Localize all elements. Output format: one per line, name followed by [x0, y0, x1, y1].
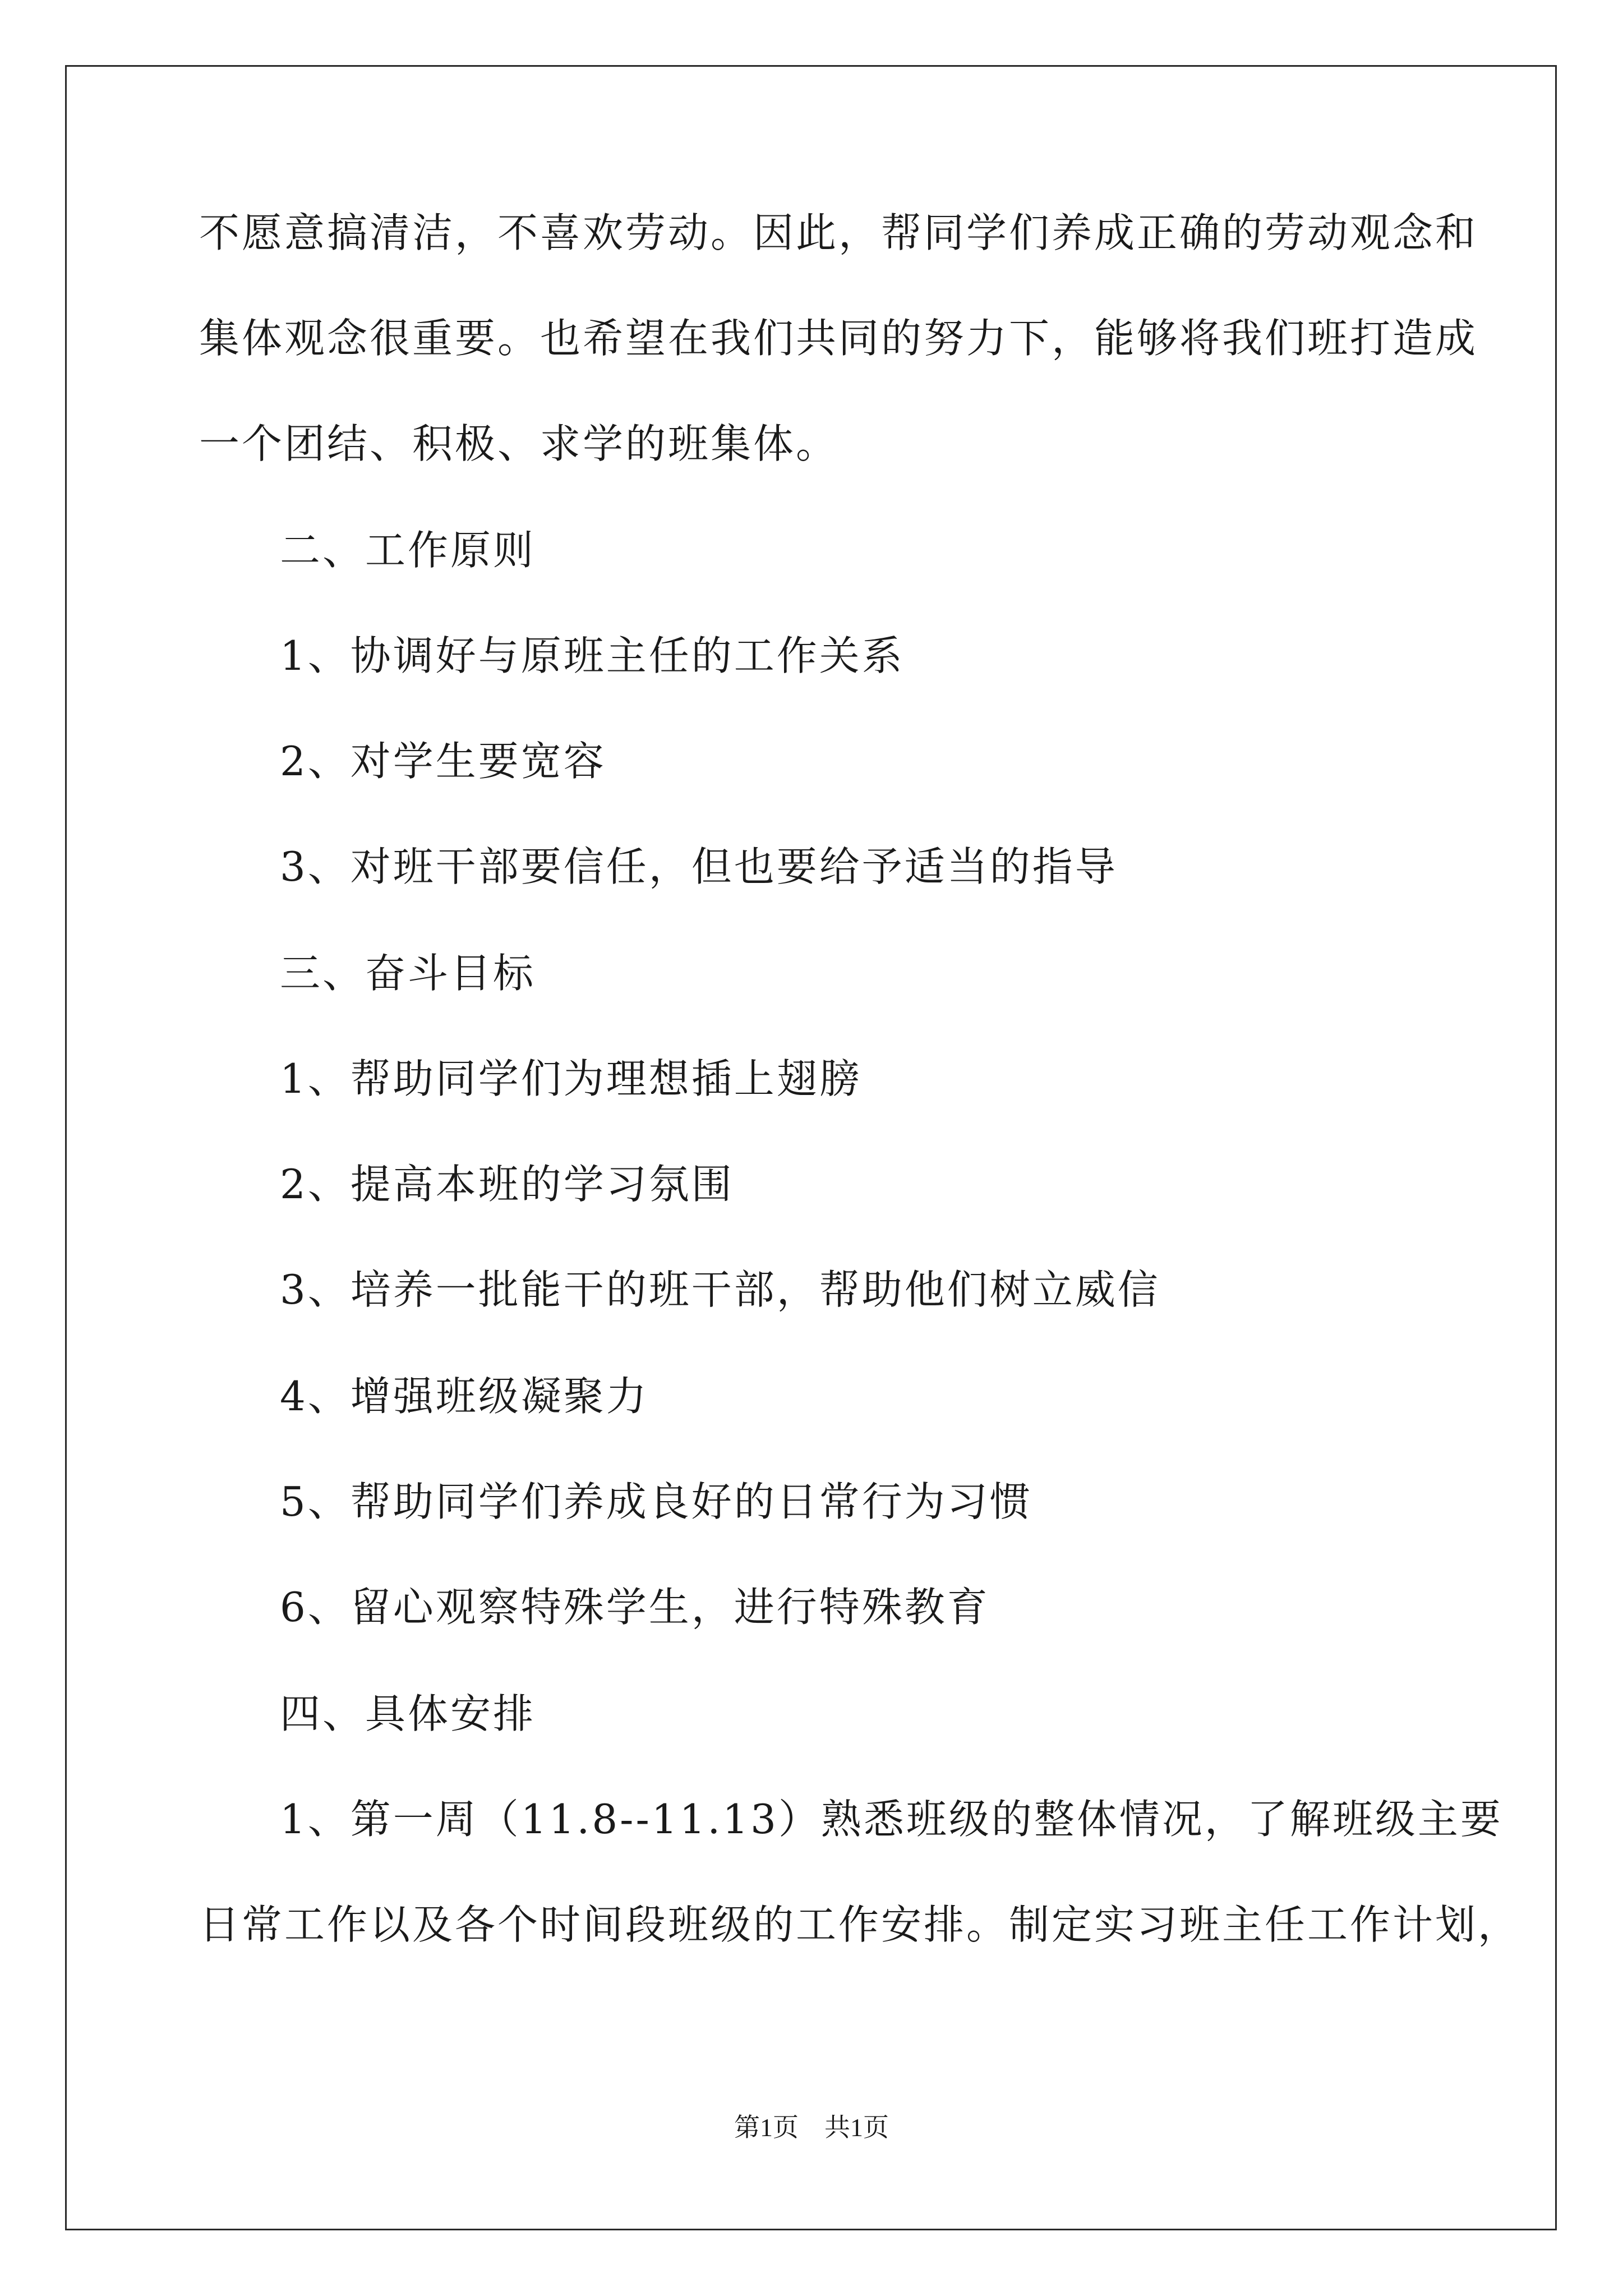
- paragraph-line: 1、第一周（11.8--11.13）熟悉班级的整体情况，了解班级主要: [280, 1796, 1503, 1843]
- list-item: 5、帮助同学们养成良好的日常行为习惯: [280, 1478, 1032, 1525]
- list-item: 1、帮助同学们为理想插上翅膀: [280, 1055, 862, 1102]
- list-item: 2、对学生要宽容: [280, 738, 606, 785]
- paragraph-line: 日常工作以及各个时间段班级的工作安排。制定实习班主任工作计划，: [199, 1901, 1521, 1948]
- list-item: 4、增强班级凝聚力: [280, 1373, 649, 1420]
- list-item: 3、培养一批能干的班干部，帮助他们树立威信: [280, 1266, 1160, 1313]
- paragraph-line: 集体观念很重要。也希望在我们共同的努力下，能够将我们班打造成: [199, 315, 1478, 362]
- list-item: 2、提高本班的学习氛围: [280, 1161, 734, 1208]
- paragraph-line: 一个团结、积极、求学的班集体。: [199, 420, 839, 467]
- section-heading: 四、具体安排: [280, 1690, 536, 1737]
- list-item: 1、协调好与原班主任的工作关系: [280, 632, 905, 679]
- list-item: 6、留心观察特殊学生，进行特殊教育: [280, 1584, 990, 1631]
- page-footer: 第1页 共1页: [734, 2113, 889, 2142]
- list-item: 3、对班干部要信任，但也要给予适当的指导: [280, 843, 1118, 890]
- section-heading: 三、奋斗目标: [280, 950, 536, 997]
- section-heading: 二、工作原则: [280, 527, 536, 574]
- paragraph-line: 不愿意搞清洁，不喜欢劳动。因此，帮同学们养成正确的劳动观念和: [199, 209, 1478, 256]
